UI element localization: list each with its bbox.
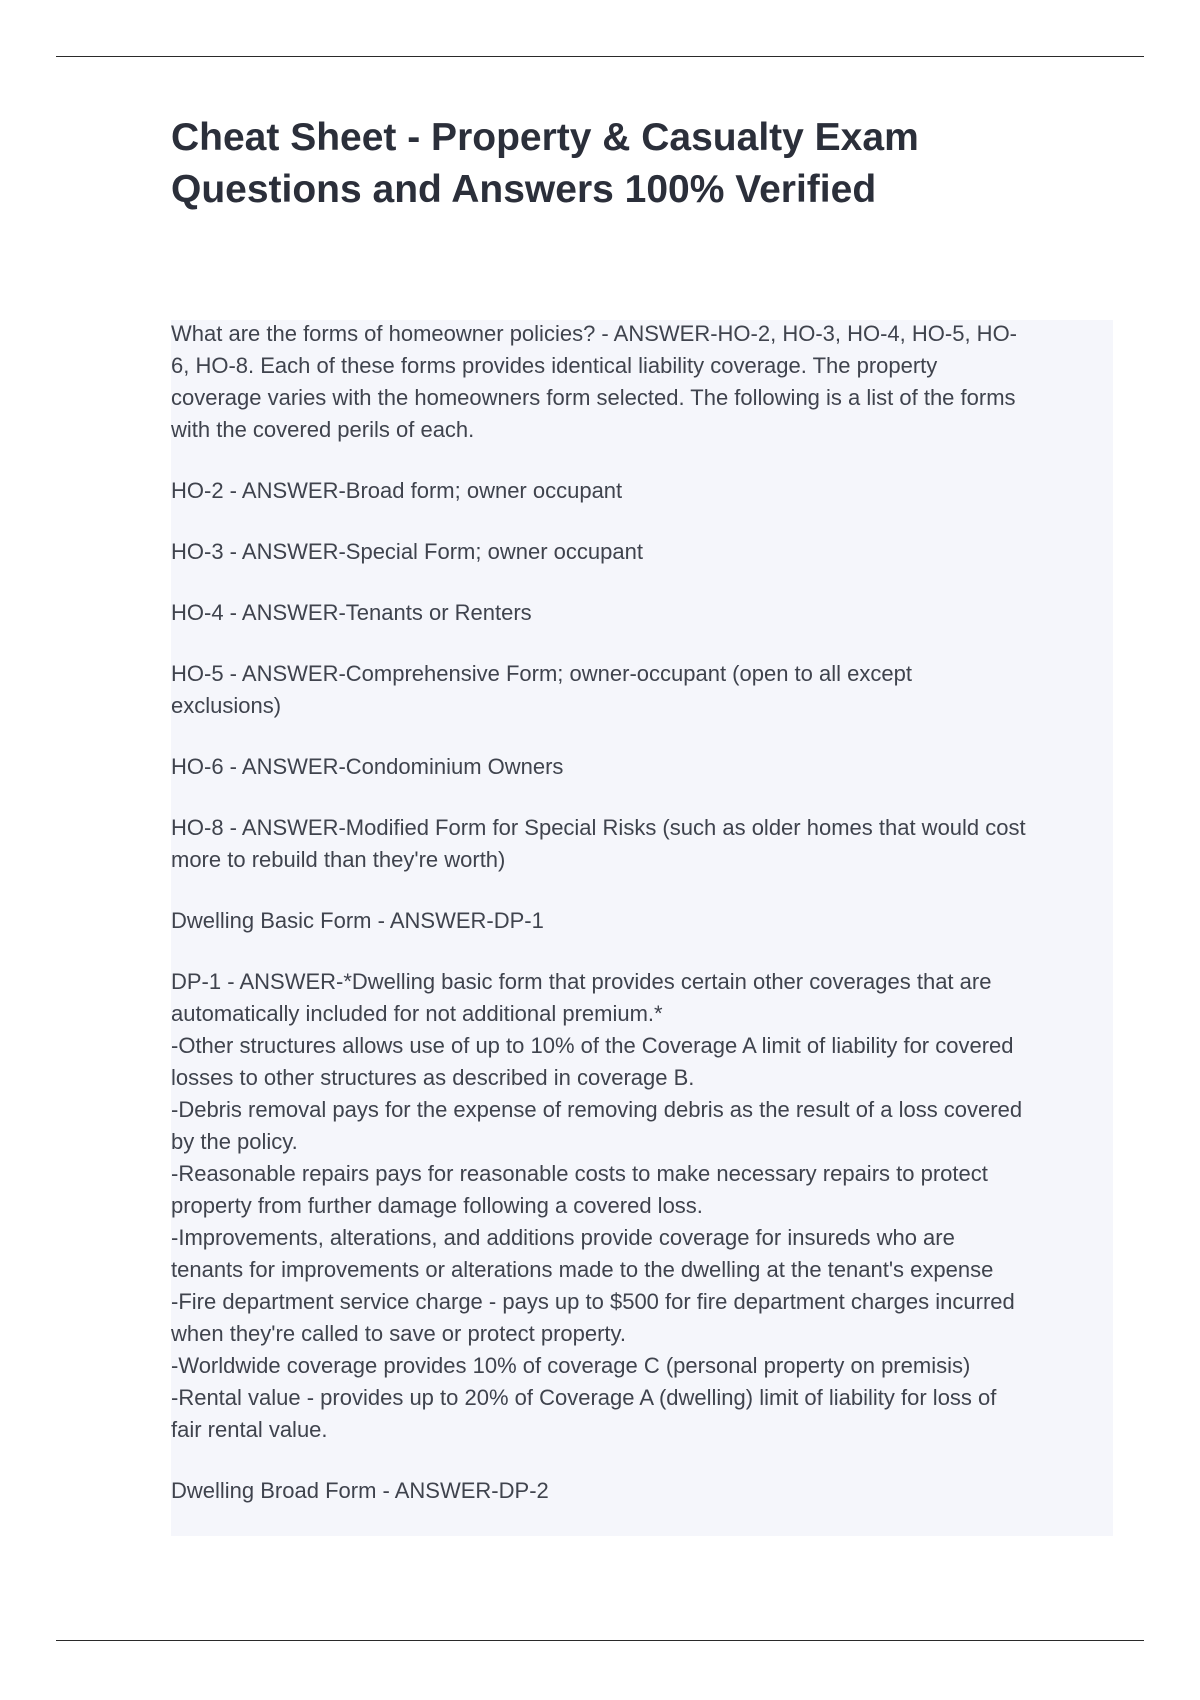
qa-line: 6, HO-8. Each of these forms provides identical liability coverage. The property: [171, 353, 938, 378]
qa-line: HO-2 - ANSWER-Broad form; owner occupant: [171, 478, 623, 503]
qa-line: property from further damage following a covered loss.: [171, 1193, 703, 1218]
qa-item: [171, 905, 1116, 937]
qa-item: [171, 1475, 1116, 1507]
qa-line: Dwelling Broad Form - ANSWER-DP-2: [171, 1478, 549, 1503]
qa-line: HO-8 - ANSWER-Modified Form for Special Risks (such as older homes that would cost: [171, 815, 1026, 840]
qa-line: HO-3 - ANSWER-Special Form; owner occupant: [171, 539, 643, 564]
qa-line: -Fire department service charge - pays up to $500 for fire department charges incurred: [171, 1289, 1015, 1314]
qa-line: -Improvements, alterations, and additions provide coverage for insureds who are: [171, 1225, 955, 1250]
qa-line: with the covered perils of each.: [171, 417, 475, 442]
qa-line: more to rebuild than they're worth): [171, 847, 506, 872]
qa-list: [171, 318, 1116, 1536]
qa-line: -Debris removal pays for the expense of removing debris as the result of a loss covered: [171, 1097, 1023, 1122]
qa-line: by the policy.: [171, 1129, 298, 1154]
qa-line: -Rental value - provides up to 20% of Coverage A (dwelling) limit of liability for loss of: [171, 1385, 997, 1410]
qa-line: DP-1 - ANSWER-*Dwelling basic form that provides certain other coverages that are: [171, 969, 992, 994]
header-rule: [56, 56, 1144, 57]
qa-line: Dwelling Basic Form - ANSWER-DP-1: [171, 908, 544, 933]
title-line: Questions and Answers 100% Verified: [171, 168, 877, 211]
qa-line: losses to other structures as described in coverage B.: [171, 1065, 695, 1090]
qa-item: [171, 475, 1116, 507]
qa-item: [171, 536, 1116, 568]
qa-line: HO-5 - ANSWER-Comprehensive Form; owner-occupant (open to all except: [171, 661, 912, 686]
qa-line: when they're called to save or protect property.: [171, 1321, 627, 1346]
qa-line: HO-4 - ANSWER-Tenants or Renters: [171, 600, 532, 625]
qa-item: [171, 751, 1116, 783]
qa-line: coverage varies with the homeowners form selected. The following is a list of the forms: [171, 385, 1016, 410]
qa-line: tenants for improvements or alterations made to the dwelling at the tenant's expense: [171, 1257, 994, 1282]
qa-item: [171, 318, 1116, 446]
qa-item: [171, 597, 1116, 629]
qa-item: [171, 812, 1116, 876]
qa-line: exclusions): [171, 693, 282, 718]
document-title: [171, 112, 1071, 216]
qa-line: -Other structures allows use of up to 10% of the Coverage A limit of liability for covered: [171, 1033, 1014, 1058]
qa-item: [171, 966, 1116, 1446]
qa-line: -Reasonable repairs pays for reasonable costs to make necessary repairs to protect: [171, 1161, 988, 1186]
qa-line: fair rental value.: [171, 1417, 328, 1442]
qa-line: automatically included for not additional premium.*: [171, 1001, 663, 1026]
qa-line: What are the forms of homeowner policies? - ANSWER-HO-2, HO-3, HO-4, HO-5, HO-: [171, 321, 1018, 346]
title-line: Cheat Sheet - Property & Casualty Exam: [171, 116, 919, 159]
footer-rule: [56, 1640, 1144, 1641]
qa-line: HO-6 - ANSWER-Condominium Owners: [171, 754, 564, 779]
qa-item: [171, 658, 1116, 722]
qa-line: -Worldwide coverage provides 10% of coverage C (personal property on premisis): [171, 1353, 971, 1378]
